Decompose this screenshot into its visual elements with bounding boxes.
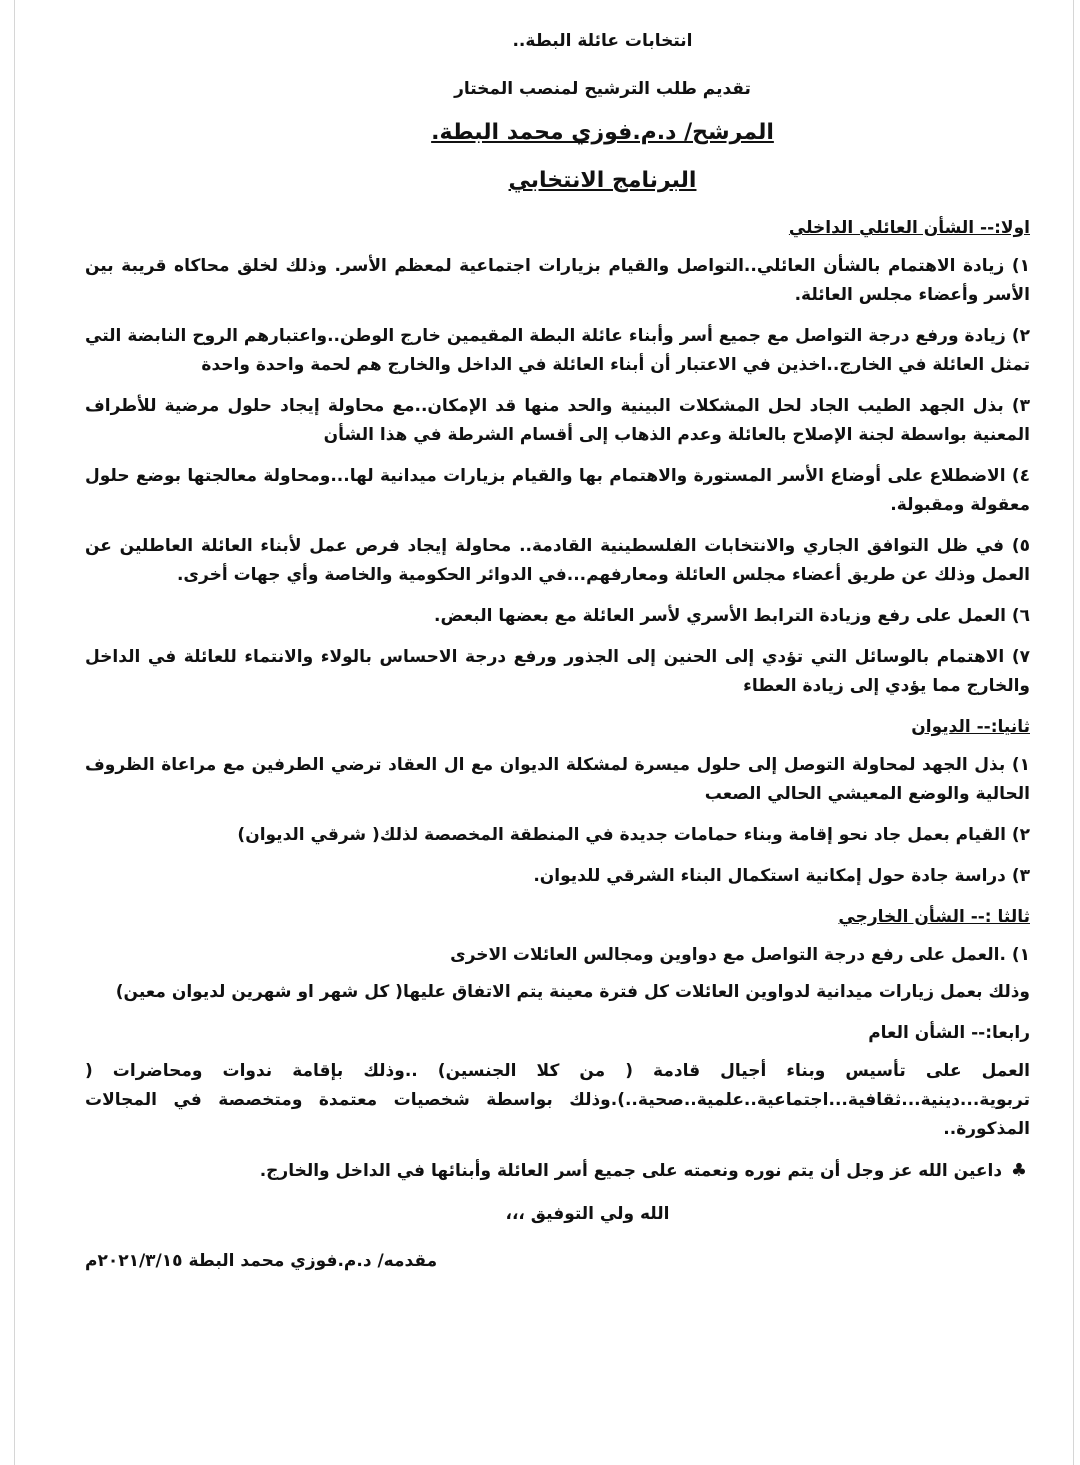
program-title: البرنامج الانتخابي: [508, 168, 697, 193]
list-item: ١) بذل الجهد لمحاولة التوصل إلى حلول ميسرة لمشكلة الديوان مع ال العقاد ترضي الطرفين مع مراعاة الظروف الحالية والوضع المعيشي الحالي الصعب: [85, 755, 1030, 804]
list-item: ٦) العمل على رفع وزيادة الترابط الأسري لأسر العائلة مع بعضها البعض.: [434, 606, 1030, 626]
document-page: [14, 0, 1074, 1465]
signoff-line: الله ولي التوفيق ،،،: [505, 1204, 670, 1224]
section-title-diwan: ثانيا:-- الديوان: [911, 717, 1030, 737]
list-item: ١) .العمل على رفع درجة التواصل مع دواوين ومجالس العائلات الاخرى: [450, 945, 1030, 965]
section-title-external: ثالثا :-- الشأن الخارجي: [838, 907, 1030, 927]
prayer-text: داعين الله عز وجل أن يتم نوره ونعمته على جميع أسر العائلة وأبنائها في الداخل والخارج.: [259, 1161, 1003, 1181]
clover-bullet-icon: ♣: [1010, 1160, 1028, 1181]
list-item: ٢) زيادة ورفع درجة التواصل مع جميع أسر وأبناء عائلة البطة المقيمين خارج الوطن..واعتبارهم الروح النابضة التي تمثل العائلة في الخارج..اخذين في الاعتبار أن أبناء العائلة في الداخل والخارج هم لحمة واحدة واحدة: [85, 326, 1030, 375]
list-item: ٢) القيام بعمل جاد نحو إقامة وبناء حمامات جديدة في المنطقة المخصصة لذلك( شرقي الديوان): [237, 825, 1030, 845]
list-item: ٧) الاهتمام بالوسائل التي تؤدي إلى الحنين إلى الجذور ورفع درجة الاحساس بالولاء والانتماء للعائلة في الداخل والخارج مما يؤدي إلى زيادة العطاء: [85, 647, 1030, 696]
signature-line: مقدمه/ د.م.فوزي محمد البطة ٢٠٢١/٣/١٥م: [85, 1251, 438, 1271]
section-title-internal-family: اولا:-- الشأن العائلي الداخلي: [788, 218, 1030, 238]
list-item: ٣) دراسة جادة حول إمكانية استكمال البناء الشرقي للديوان.: [533, 866, 1030, 886]
list-item: وذلك بعمل زيارات ميدانية لدواوين العائلات كل فترة معينة يتم الاتفاق عليها( كل شهر او شهرين لديوان معين): [115, 982, 1030, 1002]
document-body: [85, 26, 1030, 1276]
list-item: ٣) بذل الجهد الطيب الجاد لحل المشكلات البينية والحد منها قد الإمكان..مع محاولة إيجاد حلول مرضية للأطراف المعنية بواسطة لجنة الإصلاح بالعائلة وعدم الذهاب إلى أقسام الشرطة في هذا الشأن: [85, 396, 1030, 445]
closing-prayer: [85, 1156, 1030, 1186]
list-item: ٤) الاضطلاع على أوضاع الأسر المستورة والاهتمام بها والقيام بزيارات ميدانية لها...ومحاولة معالجتها بوضع حلول معقولة ومقبولة.: [85, 466, 1030, 515]
list-item: ١) زيادة الاهتمام بالشأن العائلي..التواصل والقيام بزيارات اجتماعية لمعظم الأسر. وذلك لخلق محاكاه قريبة بين الأسر وأعضاء مجلس العائلة.: [85, 256, 1030, 305]
section-title-public: رابعا:-- الشأن العام: [868, 1023, 1030, 1043]
candidate-name: المرشح/ د.م.فوزي محمد البطة.: [431, 120, 774, 145]
list-item: العمل على تأسيس وبناء أجيال قادمة ( من كلا الجنسين) ..وذلك بإقامة ندوات ومحاضرات ( تربوية...دينية...ثقافية...اجتماعية..علمية..صحية..).وذلك بواسطة شخصيات معتمدة ومتخصصة في المجالات المذكورة..: [85, 1061, 1030, 1139]
elections-heading: انتخابات عائلة البطة..: [512, 31, 693, 51]
nomination-heading: تقديم طلب الترشيح لمنصب المختار: [454, 79, 751, 99]
list-item: ٥) في ظل التوافق الجاري والانتخابات الفلسطينية القادمة.. محاولة إيجاد فرص عمل لأبناء العائلة العاطلين عن العمل وذلك عن طريق أعضاء مجلس العائلة ومعارفهم...في الدوائر الحكومية والخاصة وأي جهات أخرى.: [85, 536, 1030, 585]
